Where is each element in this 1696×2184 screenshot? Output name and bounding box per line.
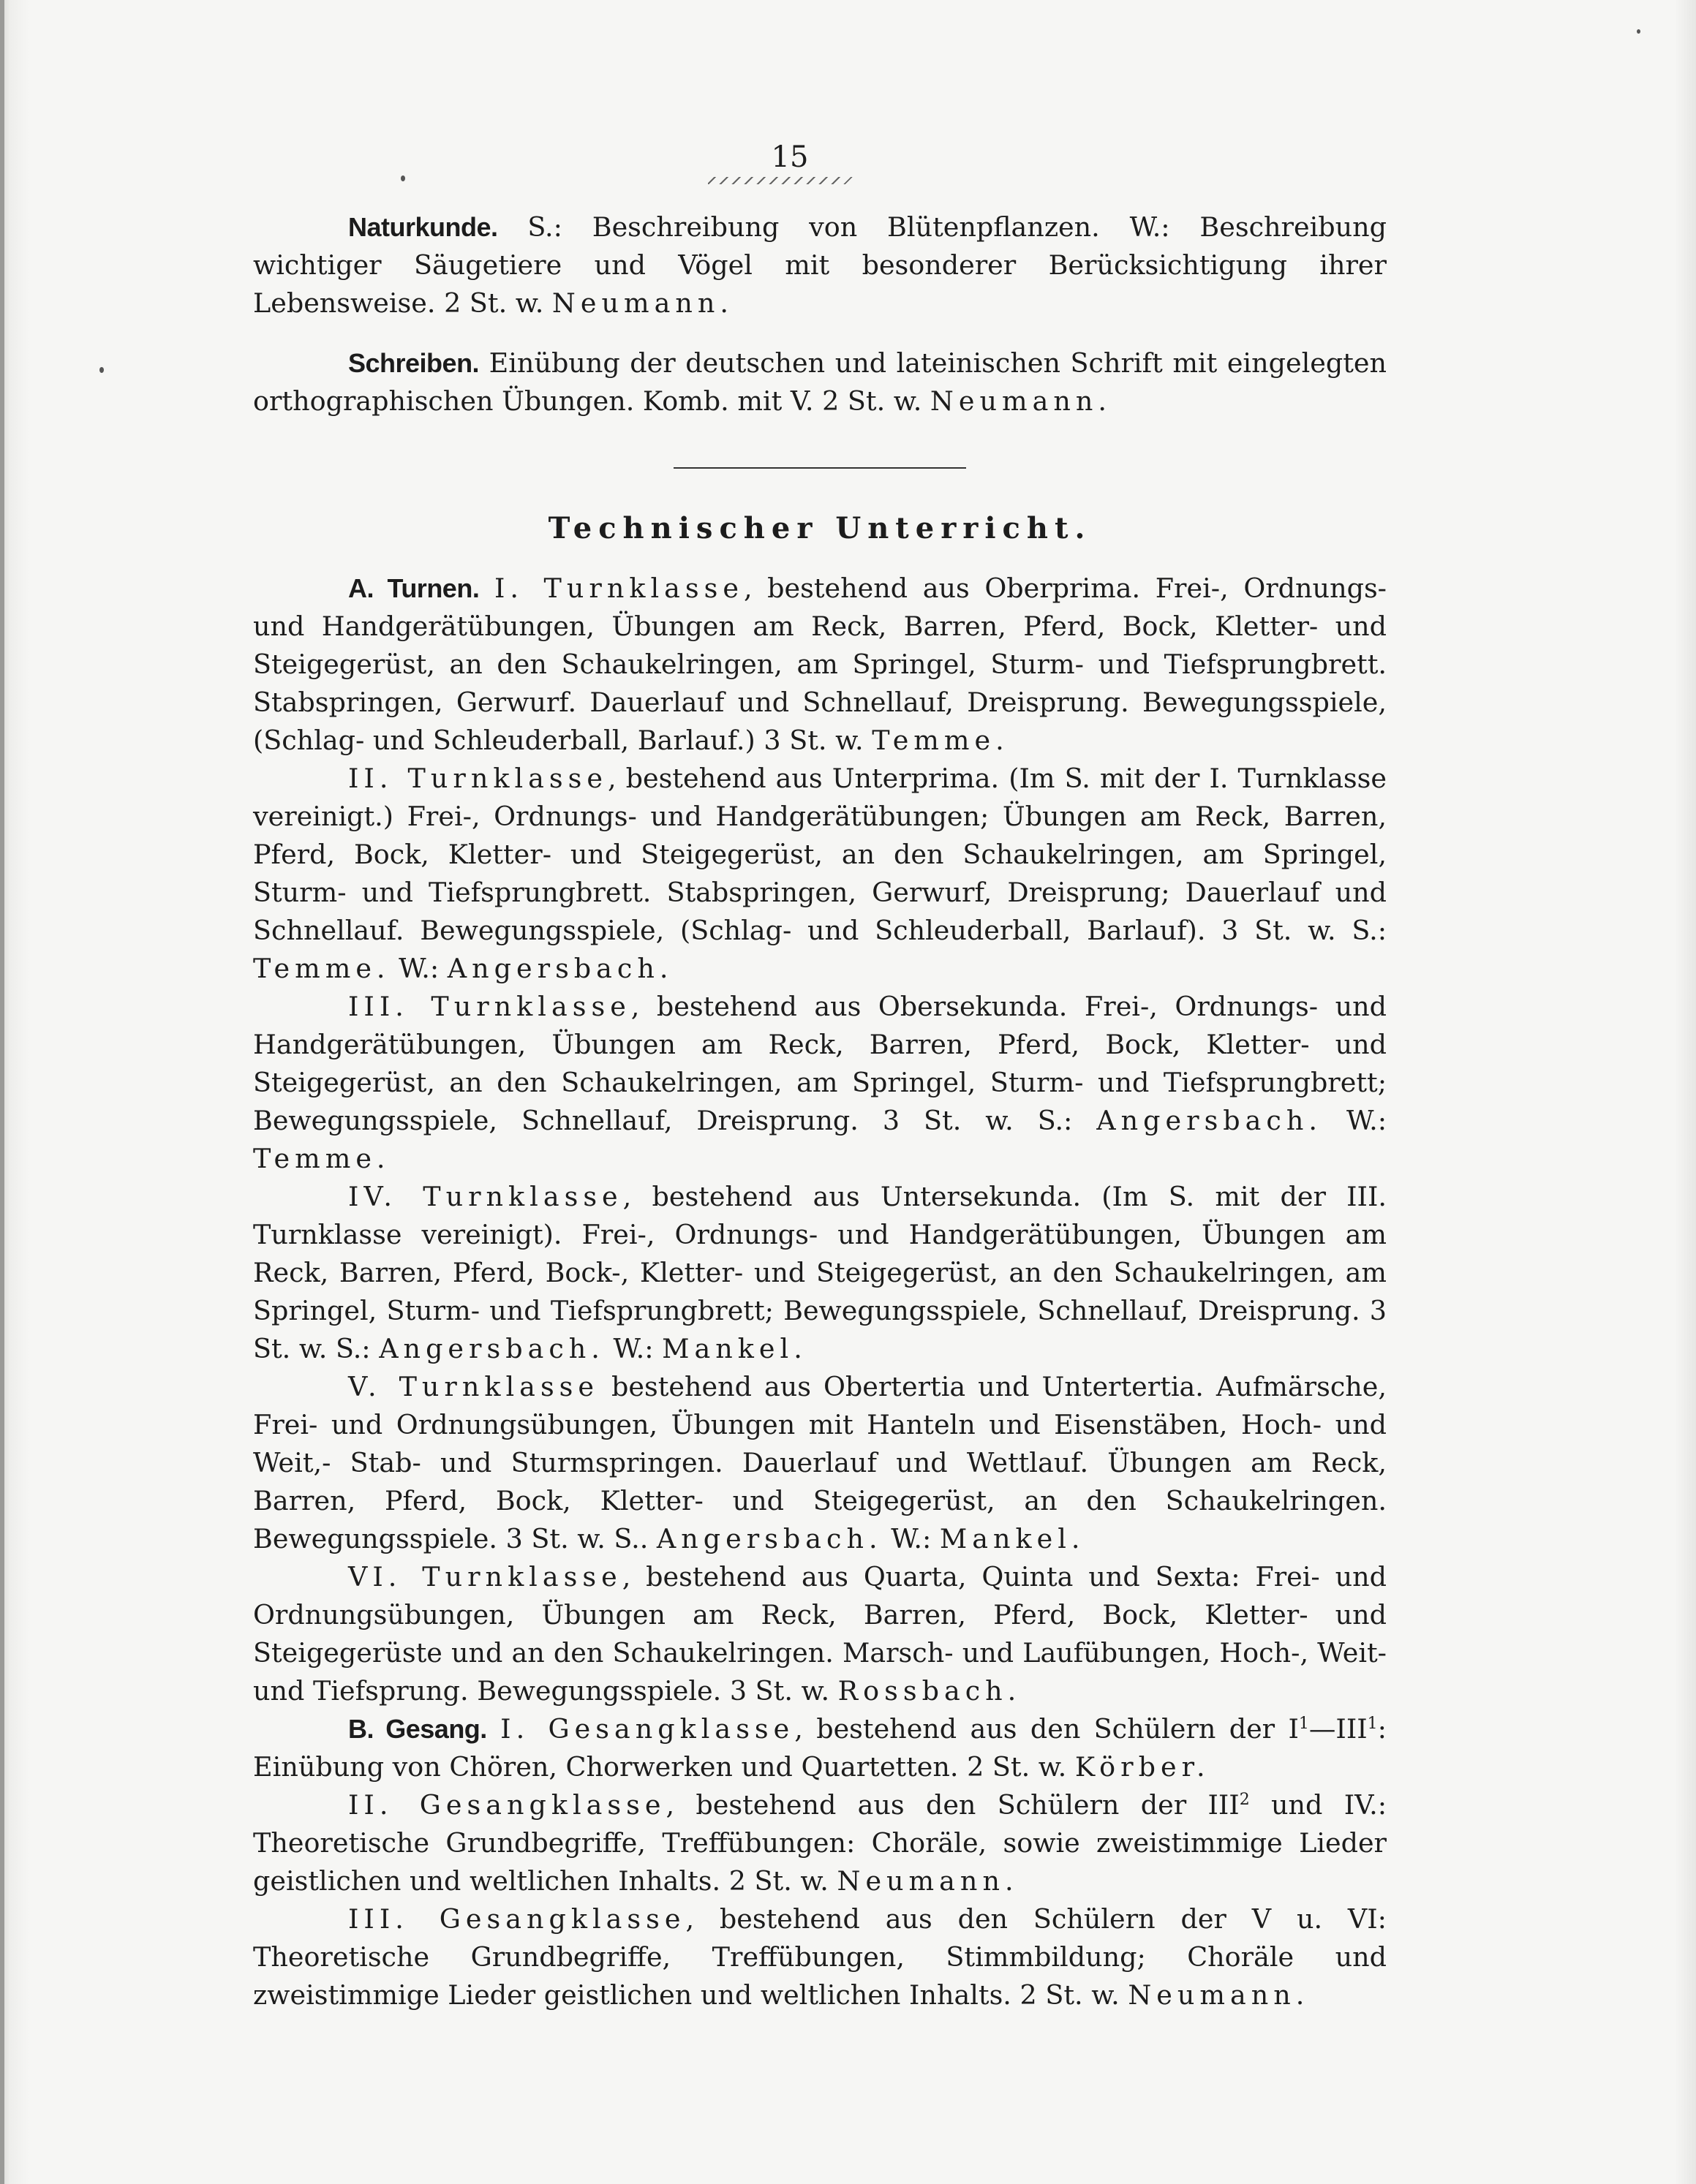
paragraph-text: —III	[1308, 1713, 1368, 1745]
paragraph-turnen-4	[253, 1178, 1387, 1368]
teacher-name: Temme.	[253, 1143, 391, 1174]
paragraph-text: , bestehend aus Quarta, Quinta und Sexta: Frei- und Ordnungsübungen, Übungen am Reck, Barren, Pferd, Bock, Kletter- und Steigegerüste und an den Schaukelringen. Marsch- und Laufübungen, Hoch-, Weit- und Tiefsprung. Bewegungsspiele. 3 St. w.	[253, 1561, 1387, 1707]
class-label: VI. Turnklasse	[348, 1561, 622, 1592]
page-binding-edge	[0, 0, 4, 2184]
superscript: 1	[1298, 1714, 1309, 1733]
paragraph-text: , bestehend aus Unterprima. (Im S. mit der I. Turnklasse vereinigt.) Frei-, Ordnungs- und Handgerätübungen; Übungen am Reck, Barren, Pferd, Bock, Kletter- und Steigegerüst, an den Schaukelringen, am Springel, Sturm- und Tiefsprungbrett. Stabspringen, Gerwurf, Dreisprung; Dauerlauf und Schnellauf. Bewegungsspiele, (Schlag- und Schleuderball, Barlauf). 3 St. w. S.:	[253, 763, 1387, 946]
paragraph-text: Einübung der deutschen und lateinischen Schrift mit eingelegten orthographischen Übungen. Komb. mit V. 2 St. w.	[253, 347, 1387, 417]
paragraph-text: : Einübung von Chören, Chorwerken und Quartetten. 2 St. w.	[253, 1713, 1387, 1783]
subject-heading: A. Turnen.	[348, 573, 480, 603]
teacher-name: Mankel.	[939, 1523, 1085, 1554]
paragraph-turnen-2	[253, 760, 1387, 988]
teacher-name: Angersbach.	[656, 1523, 883, 1554]
class-label: I. Gesangklasse	[500, 1713, 795, 1745]
paragraph-schreiben	[253, 344, 1387, 420]
subject-heading: B. Gesang.	[348, 1714, 487, 1744]
class-label: III. Turnklasse	[348, 991, 631, 1022]
class-label: III. Gesangklasse	[348, 1903, 686, 1935]
teacher-name: Angersbach.	[379, 1333, 605, 1364]
teacher-name: Körber.	[1074, 1751, 1210, 1783]
subject-heading: Naturkunde.	[348, 212, 498, 242]
paragraph-text: , bestehend aus Oberprima. Frei-, Ordnungs- und Handgerätübungen, Übungen am Reck, Barren, Pferd, Bock, Kletter- und Steigegerüst, an den Schaukelringen, am Springel, Sturm- und Tiefsprungbrett. Stabspringen, Gerwurf. Dauerlauf und Schnellauf, Dreisprung. Bewegungsspiele, (Schlag- und Schleuderball, Barlauf.) 3 St. w.	[253, 573, 1387, 756]
superscript: 1	[1367, 1714, 1378, 1733]
superscript: 2	[1239, 1790, 1250, 1809]
teacher-name: Neumann.	[837, 1865, 1019, 1897]
class-label: IV. Turnklasse	[348, 1181, 623, 1212]
paragraph-text: , bestehend aus den Schülern der V u. VI: Theoretische Grundbegriffe, Treffübungen, Stimmbildung; Choräle und zweistimmige Lieder geistlichen und weltlichen Inhalts. 2 St. w.	[253, 1903, 1387, 2011]
class-label: II. Gesangklasse	[348, 1789, 666, 1821]
paragraph-text: , bestehend aus Obersekunda. Frei-, Ordnungs- und Handgerätübungen, Übungen am Reck, Barren, Pferd, Bock, Kletter- und Steigegerüst, an den Schaukelringen, am Springel, Sturm- und Tiefsprungbrett; Bewegungsspiele, Schnellauf, Dreisprung. 3 St. w. S.:	[253, 991, 1387, 1136]
paragraph-turnen-3	[253, 988, 1387, 1178]
subject-heading: Schreiben.	[348, 348, 480, 378]
paragraph-gesang-3	[253, 1900, 1387, 2014]
paragraph-turnen-5	[253, 1368, 1387, 1558]
class-label: II. Turnklasse	[348, 763, 608, 794]
paragraph-gesang-2	[253, 1786, 1387, 1900]
teacher-name: Neumann.	[551, 287, 734, 319]
paragraph-gesang-1	[253, 1710, 1387, 1786]
class-label: I. Turnklasse	[494, 573, 744, 604]
print-speck	[401, 175, 405, 181]
paragraph-text: , bestehend aus den Schülern der III	[666, 1789, 1240, 1821]
paragraph-naturkunde	[253, 208, 1387, 322]
paragraph-text: S.: Beschreibung von Blütenpflanzen. W.: Beschreibung wichtiger Säugetiere und Vögel mit besonderer Berücksichtigung ihrer Lebensweise. 2 St. w.	[253, 211, 1387, 319]
paragraph-text: bestehend aus Obertertia und Untertertia. Aufmärsche, Frei- und Ordnungsübungen, Übungen mit Hanteln und Eisenstäben, Hoch- und Weit,- Stab- und Sturmspringen. Dauerlauf und Wettlauf. Übungen am Reck, Barren, Pferd, Bock, Kletter- und Steigegerüst, an den Schaukelringen. Bewegungsspiele. 3 St. w. S..	[253, 1371, 1387, 1554]
print-speck	[99, 367, 104, 373]
page-number: 15	[771, 140, 809, 174]
paragraph-text: W.:	[390, 953, 448, 984]
teacher-name: Neumann.	[930, 385, 1112, 417]
teacher-name: Neumann.	[1128, 1979, 1310, 2011]
paragraph-text: W.:	[882, 1523, 940, 1554]
teacher-name: Mankel.	[662, 1333, 807, 1364]
class-label: V. Turnklasse	[348, 1371, 600, 1402]
paragraph-turnen-6	[253, 1558, 1387, 1710]
page-body	[253, 208, 1387, 2014]
teacher-name: Temme.	[872, 725, 1009, 756]
paragraph-text: und IV.: Theoretische Grundbegriffe, Treffübungen: Choräle, sowie zweistimmige Lieder geistlichen und weltlichen Inhalts. 2 St. w.	[253, 1789, 1387, 1897]
paragraph-text: , bestehend aus Untersekunda. (Im S. mit der III. Turnklasse vereinigt). Frei-, Ordnungs- und Handgerätübungen, Übungen am Reck, Barren, Pferd, Bock-, Kletter- und Steigegerüst, an den Schaukelringen, am Springel, Sturm- und Tiefsprungbrett; Bewegungsspiele, Schnellauf, Dreisprung. 3 St. w. S.:	[253, 1181, 1387, 1364]
paragraph-text: W.:	[1322, 1105, 1387, 1136]
paragraph-turnen-1	[253, 570, 1387, 760]
section-title: Technischer Unterricht.	[548, 511, 1092, 545]
teacher-name: Angersbach.	[1096, 1105, 1322, 1136]
print-speck	[1637, 29, 1640, 34]
section-divider	[674, 467, 966, 469]
page-number-ornament	[708, 177, 854, 184]
paragraph-text: W.:	[604, 1333, 663, 1364]
teacher-name: Temme.	[253, 953, 391, 984]
teacher-name: Angersbach.	[447, 953, 674, 984]
teacher-name: Rossbach.	[837, 1675, 1022, 1707]
paragraph-text: , bestehend aus den Schülern der I	[794, 1713, 1299, 1745]
